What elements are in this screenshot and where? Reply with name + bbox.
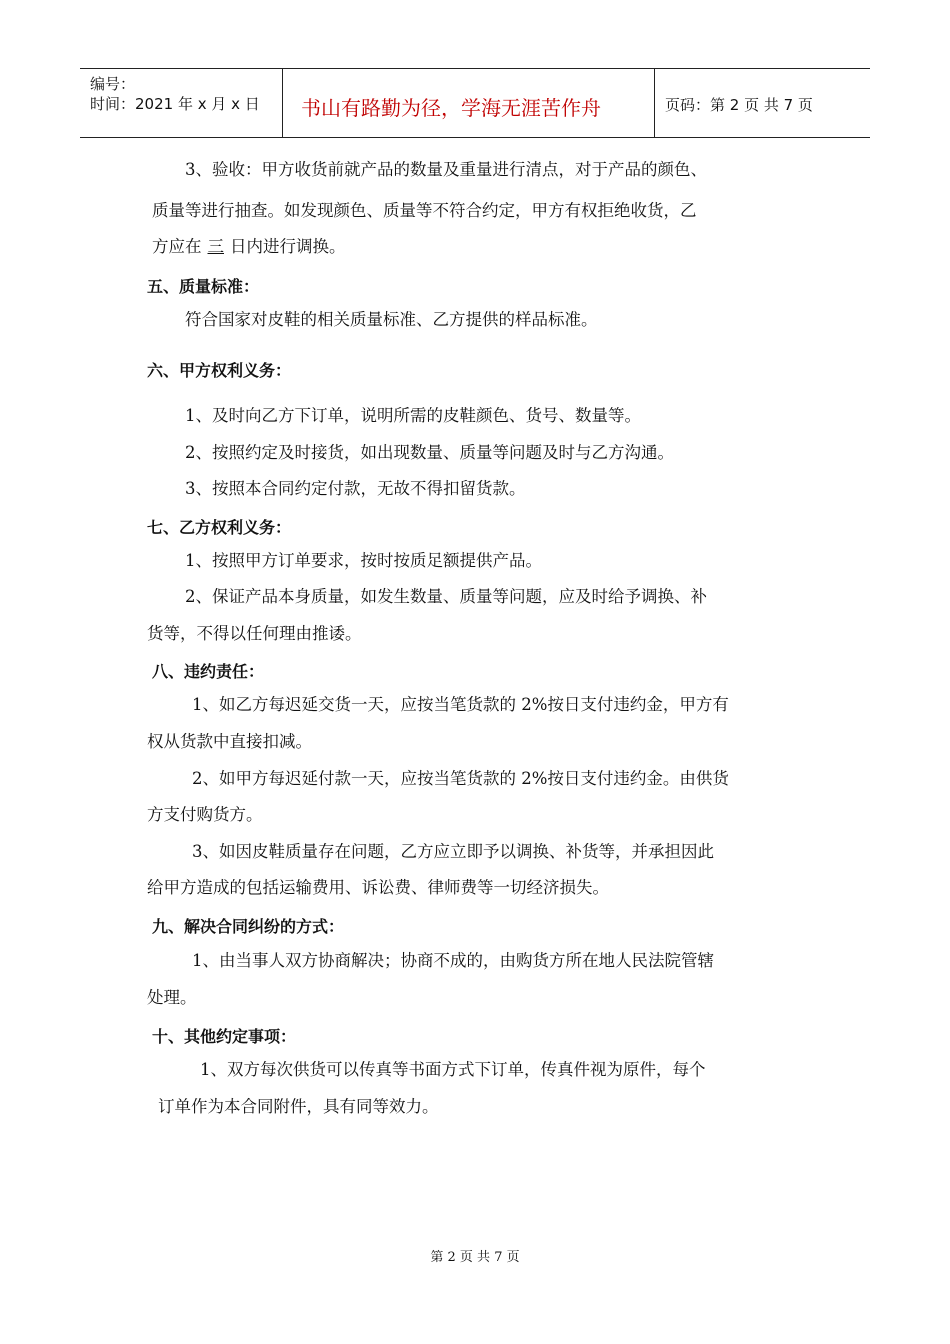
- section-heading: 七、乙方权利义务：: [147, 518, 292, 537]
- paragraph-line: 2、按照约定及时接货，如出现数量、质量等问题及时与乙方沟通。: [185, 443, 674, 462]
- section-heading: 六、甲方权利义务：: [147, 361, 292, 380]
- paragraph-line: 权从货款中直接扣减。: [147, 732, 312, 751]
- text-run: 日内进行调换。: [230, 237, 346, 256]
- paragraph-line: 2、保证产品本身质量，如发生数量、质量等问题，应及时给予调换、补: [185, 587, 707, 606]
- paragraph-line: 1、按照甲方订单要求，按时按质足额提供产品。: [185, 551, 542, 570]
- page-footer: 第 2 页 共 7 页: [430, 1250, 520, 1265]
- paragraph-line: 质量等进行抽查。如发现颜色、质量等不符合约定，甲方有权拒绝收货，乙: [152, 201, 697, 220]
- paragraph-line: 2、如甲方每迟延付款一天，应按当笔货款的 2%按日支付违约金。由供货: [192, 769, 729, 788]
- document-date: 时间：2021 年 x 月 x 日: [90, 95, 260, 113]
- paragraph-line: 方支付购货方。: [147, 805, 263, 824]
- header-motto-cell: [283, 69, 655, 137]
- section-heading: 五、质量标准：: [147, 277, 260, 296]
- section-heading: 九、解决合同纠纷的方式：: [152, 917, 345, 936]
- document-number: 编号：: [90, 75, 136, 93]
- header-motto: 书山有路勤为径，学海无涯苦作舟: [301, 96, 601, 120]
- paragraph-line: 1、双方每次供货可以传真等书面方式下订单，传真件视为原件，每个: [200, 1060, 706, 1079]
- paragraph-line: 符合国家对皮鞋的相关质量标准、乙方提供的样品标准。: [185, 310, 598, 329]
- underlined-days: 三: [207, 237, 224, 256]
- paragraph-line: 1、如乙方每迟延交货一天，应按当笔货款的 2%按日支付违约金，甲方有: [192, 695, 729, 714]
- paragraph-line: [152, 236, 346, 258]
- paragraph-line: 货等，不得以任何理由推诿。: [147, 624, 362, 643]
- paragraph-line: 1、及时向乙方下订单，说明所需的皮鞋颜色、货号、数量等。: [185, 406, 641, 425]
- paragraph-line: 订单作为本合同附件，具有同等效力。: [158, 1097, 439, 1116]
- paragraph-line: 1、由当事人双方协商解决；协商不成的，由购货方所在地人民法院管辖: [192, 951, 714, 970]
- section-heading: 八、违约责任：: [152, 662, 265, 681]
- paragraph-line: 3、按照本合同约定付款，无故不得扣留货款。: [185, 479, 526, 498]
- header-page-cell: [655, 69, 870, 137]
- paragraph-line: 3、验收：甲方收货前就产品的数量及重量进行清点，对于产品的颜色、: [185, 160, 707, 179]
- document-header: [80, 68, 870, 138]
- paragraph-line: 处理。: [147, 988, 197, 1007]
- paragraph-line: 3、如因皮鞋质量存在问题，乙方应立即予以调换、补货等，并承担因此: [192, 842, 714, 861]
- text-run: 方应在: [152, 237, 202, 256]
- section-heading: 十、其他约定事项：: [152, 1027, 297, 1046]
- paragraph-line: 给甲方造成的包括运输费用、诉讼费、律师费等一切经济损失。: [147, 878, 609, 897]
- header-page-number: 页码：第 2 页 共 7 页: [665, 96, 813, 114]
- header-meta-cell: [80, 69, 283, 137]
